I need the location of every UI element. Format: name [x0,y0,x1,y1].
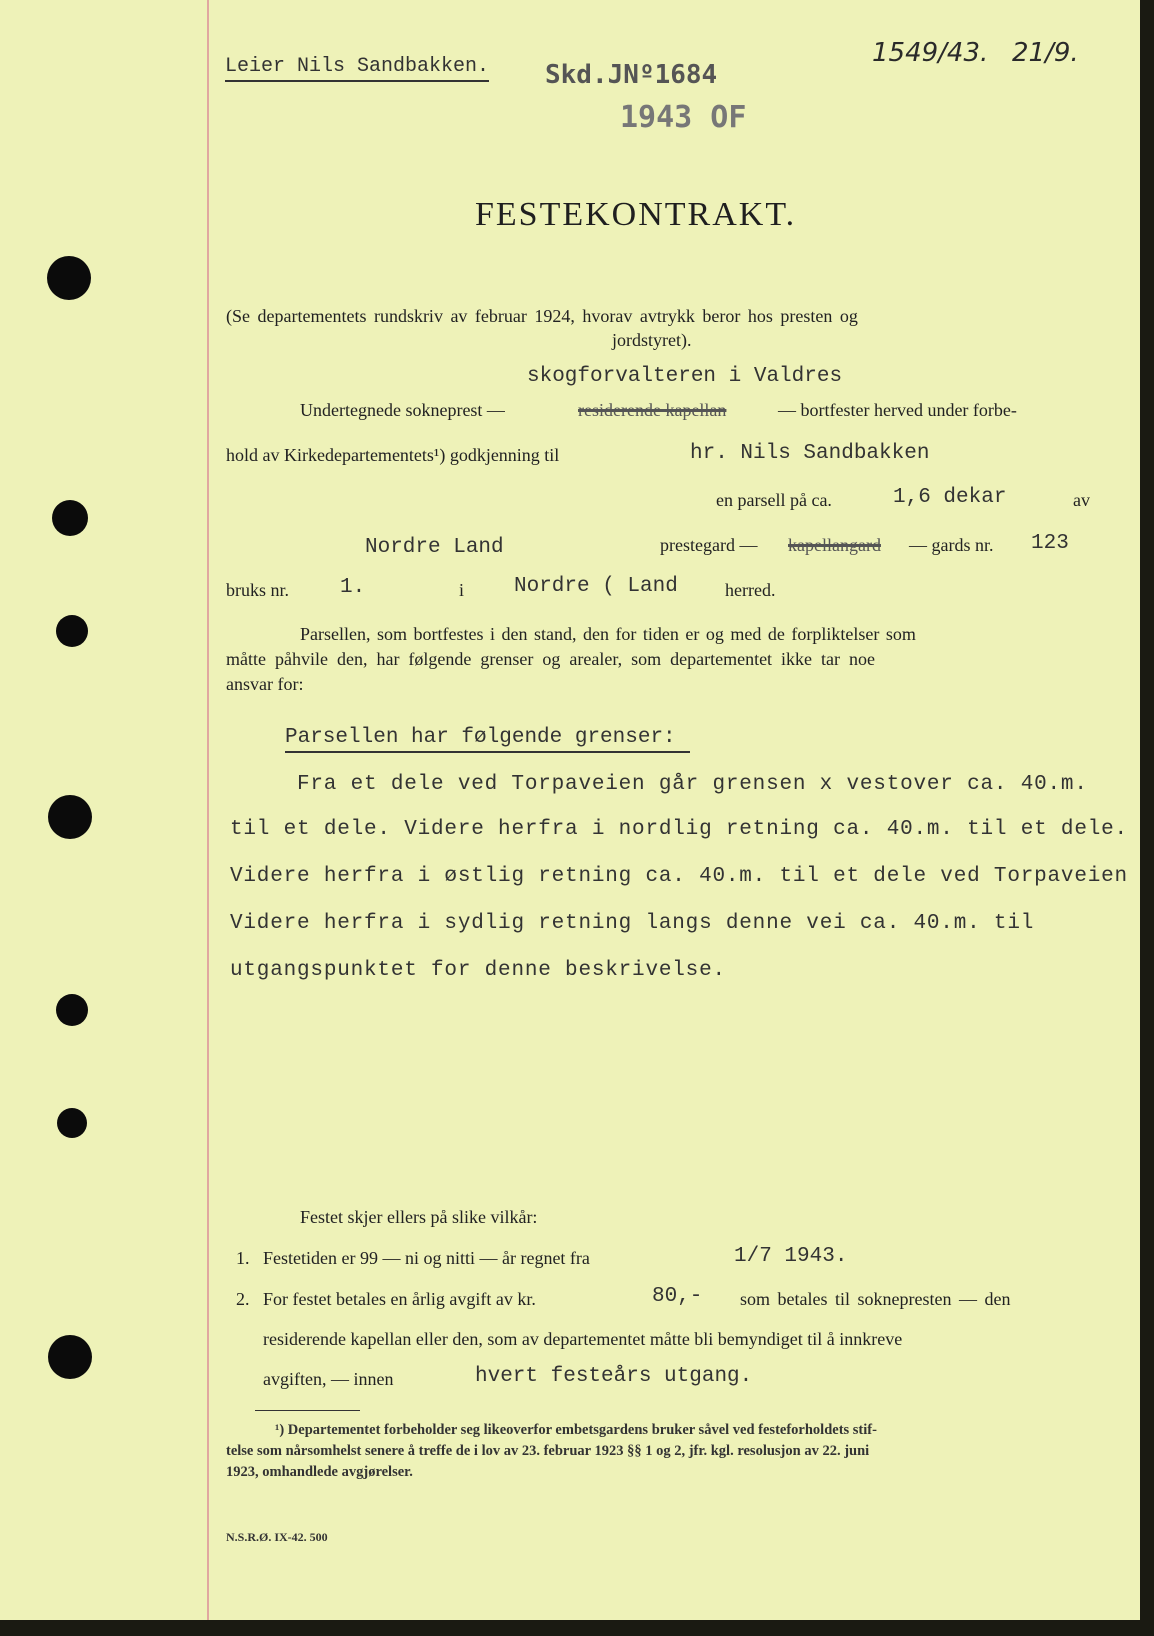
intro-line-1: (Se departementets rundskriv av februar 1924, hvorav avtrykk beror hos presten og [226,306,858,326]
print-code: N.S.R.Ø. IX-42. 500 [226,1530,328,1544]
gards-number: 123 [1031,532,1069,555]
bruks-number: 1. [340,576,366,599]
term-2-line-2: residerende kapellan eller den, som av departementet måtte bli bemyndiget til å innkreve [263,1329,903,1349]
punch-hole [56,994,88,1026]
gards-label: — gards nr. [909,535,994,555]
margin-rule [207,0,209,1620]
struck-residerende-kapellan: residerende kapellan [578,400,727,420]
term-1-number: 1. [236,1248,250,1268]
bruks-label: bruks nr. [226,580,289,600]
punch-hole [57,1108,87,1138]
parcel-av: av [1073,490,1090,510]
lessee-header: Leier Nils Sandbakken. [225,55,489,82]
boundary-line: Videre herfra i sydlig retning langs denne vei ca. 40.m. til [230,912,1035,935]
punch-hole [52,500,88,536]
estate-name: Nordre Land [365,536,504,559]
document-title: FESTEKONTRAKT. [475,196,797,233]
boundary-line: til et dele. Videre herfra i nordlig retning ca. 40.m. til et dele. [230,818,1128,841]
herred-label: herred. [725,580,776,600]
boundary-line: Videre herfra i østlig retning ca. 40.m. til et dele ved Torpaveien [230,865,1128,888]
term-2-due: hvert festeårs utgang. [475,1365,753,1388]
prestegard-label: prestegard — [660,535,758,555]
footnote-line-3: 1923, omhandlede avgjørelser. [226,1464,413,1480]
handwritten-date: 21/9. [1012,38,1079,68]
stamp-overprint: 1943 OF [620,100,747,135]
herred-name: Nordre ( Land [514,575,678,598]
footnote-rule [255,1410,360,1411]
punch-hole [56,615,88,647]
i-label: i [459,580,465,600]
boundary-line: Fra et dele ved Torpaveien går grensen x vestover ca. 40.m. [297,773,1088,796]
parcel-area: 1,6 dekar [893,486,1007,509]
terms-heading: Festet skjer ellers på slike vilkår: [300,1207,538,1227]
struck-kapellangard: kapellangard [788,535,881,555]
handwritten-reference: 1549/43. [872,38,989,68]
body-line-1a: Undertegnede sokneprest — [300,400,505,420]
punch-hole [48,1335,92,1379]
footnote-line-2: telse som nårsomhelst senere å treffe de i lov av 23. februar 1923 §§ 1 og 2, jfr. kgl. resolusjon av 22. juni [226,1443,870,1459]
body-line-1b: — bortfester herved under forbe- [778,400,1017,420]
term-1-text: Festetiden er 99 — ni og nitti — år regnet fra [263,1248,590,1268]
punch-hole [47,256,91,300]
term-2-line-3: avgiften, — innen [263,1369,394,1389]
parcel-label: en parsell på ca. [716,490,832,510]
body-line-2a: hold av Kirkedepartementets¹) godkjenning til [226,445,560,465]
boundary-line: utgangspunktet for denne beskrivelse. [230,959,726,982]
parsell-line-1: Parsellen, som bortfestes i den stand, den for tiden er og med de forpliktelser som [300,624,916,644]
term-1-date: 1/7 1943. [734,1245,848,1268]
punch-hole [48,795,92,839]
lessee-name: hr. Nils Sandbakken [690,442,930,465]
boundaries-heading: Parsellen har følgende grenser: [285,726,690,753]
footnote-line-1: ¹) Departementet forbeholder seg likeoverfor embetsgardens bruker såvel ved festeforholdets stif- [275,1422,877,1438]
term-2-text-a: For festet betales en årlig avgift av kr. [263,1289,536,1309]
parsell-line-2: måtte påhvile den, har følgende grenser og arealer, som departementet ikke tar noe [226,649,876,669]
journal-stamp: Skd.JNº1684 [545,60,718,90]
typed-overline: skogforvalteren i Valdres [527,365,843,388]
term-2-amount: 80,- [652,1285,703,1308]
term-2-number: 2. [236,1289,250,1309]
intro-line-2: jordstyret). [612,330,692,350]
parsell-line-3: ansvar for: [226,674,304,694]
term-2-text-b: som betales til soknepresten — den [740,1289,1011,1309]
